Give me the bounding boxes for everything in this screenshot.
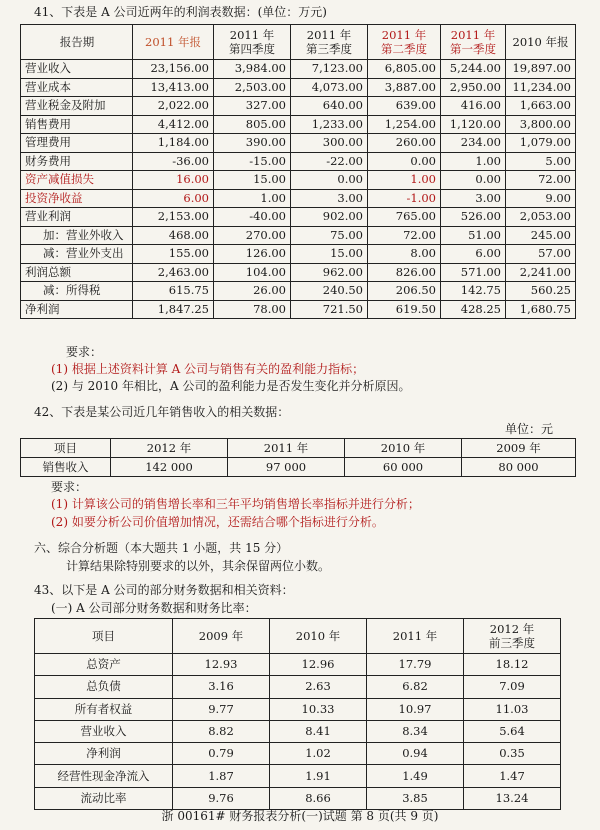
q41-value-cell: 3.00	[291, 189, 368, 208]
q41-value-cell: 8.00	[368, 245, 441, 264]
q41-value-cell: 6.00	[133, 189, 214, 208]
q41-value-cell: 902.00	[291, 208, 368, 227]
q42-requirement-2: (2) 如要分析公司价值增加情况，还需结合哪个指标进行分析。	[51, 515, 384, 529]
q41-value-cell: 51.00	[441, 226, 506, 245]
q43-row-label: 净利润	[35, 743, 173, 765]
q41-row-label: 利润总额	[21, 263, 133, 282]
q41-header-cell: 报告期	[21, 25, 133, 60]
q41-value-cell: 3,800.00	[506, 115, 576, 134]
q43-table-row	[35, 720, 561, 742]
q41-value-cell: 619.50	[368, 300, 441, 319]
q41-value-cell: 234.00	[441, 134, 506, 153]
q43-value-cell: 6.82	[367, 676, 464, 698]
q41-value-cell: -36.00	[133, 152, 214, 171]
q41-value-cell: 16.00	[133, 171, 214, 190]
q43-value-cell: 3.16	[173, 676, 270, 698]
q43-value-cell: 1.87	[173, 765, 270, 787]
q41-value-cell: 327.00	[214, 97, 291, 116]
q41-value-cell: 57.00	[506, 245, 576, 264]
q43-value-cell: 0.35	[464, 743, 561, 765]
q41-table-row	[21, 263, 576, 282]
q43-table-row	[35, 676, 561, 698]
q41-value-cell: 1.00	[214, 189, 291, 208]
q43-value-cell: 10.97	[367, 698, 464, 720]
q43-value-cell: 8.66	[270, 787, 367, 809]
q41-header-cell: 2011 年 第三季度	[291, 25, 368, 60]
q41-value-cell: 245.00	[506, 226, 576, 245]
q41-table-row	[21, 115, 576, 134]
q41-table-row	[21, 152, 576, 171]
q41-table-row	[21, 300, 576, 319]
q42-value-cell: 97 000	[228, 458, 345, 477]
q41-value-cell: 11,234.00	[506, 78, 576, 97]
q43-table-row	[35, 787, 561, 809]
q41-header-cell: 2011 年 第二季度	[368, 25, 441, 60]
q41-value-cell: 6.00	[441, 245, 506, 264]
section-6-note: 计算结果除特别要求的以外，其余保留两位小数。	[66, 559, 331, 573]
q43-value-cell: 18.12	[464, 654, 561, 676]
q43-row-label: 营业收入	[35, 720, 173, 742]
q41-table-row	[21, 245, 576, 264]
q42-header-cell: 2009 年	[462, 439, 576, 458]
q41-value-cell: 1,120.00	[441, 115, 506, 134]
q41-row-label: 营业成本	[21, 78, 133, 97]
q41-value-cell: 390.00	[214, 134, 291, 153]
q41-requirement-1: (1) 根据上述资料计算 A 公司与销售有关的盈利能力指标；	[51, 362, 365, 376]
q41-value-cell: 15.00	[214, 171, 291, 190]
q42-title: 42、下表是某公司近几年销售收入的相关数据：	[34, 405, 290, 419]
q41-value-cell: -1.00	[368, 189, 441, 208]
q42-header-cell: 2010 年	[345, 439, 462, 458]
q41-table-row	[21, 208, 576, 227]
q41-value-cell: 155.00	[133, 245, 214, 264]
q41-value-cell: 805.00	[214, 115, 291, 134]
q43-row-label: 流动比率	[35, 787, 173, 809]
q43-subtitle: (一) A 公司部分财务数据和财务比率：	[51, 601, 257, 615]
q41-value-cell: 1,254.00	[368, 115, 441, 134]
q41-value-cell: 765.00	[368, 208, 441, 227]
q41-value-cell: 639.00	[368, 97, 441, 116]
q41-table-row	[21, 97, 576, 116]
q41-value-cell: -15.00	[214, 152, 291, 171]
q41-value-cell: 826.00	[368, 263, 441, 282]
q41-value-cell: 1,184.00	[133, 134, 214, 153]
q42-header-cell: 2012 年	[111, 439, 228, 458]
q41-row-label: 投资净收益	[21, 189, 133, 208]
q42-unit: 单位：元	[505, 422, 554, 436]
q41-value-cell: 468.00	[133, 226, 214, 245]
q41-value-cell: 0.00	[368, 152, 441, 171]
q41-requirement-2: (2) 与 2010 年相比，A 公司的盈利能力是否发生变化并分析原因。	[51, 379, 411, 393]
q43-value-cell: 8.82	[173, 720, 270, 742]
q41-value-cell: 1,847.25	[133, 300, 214, 319]
q41-value-cell: 6,805.00	[368, 60, 441, 79]
q41-value-cell: 0.00	[441, 171, 506, 190]
page-footer: 浙 00161# 财务报表分析(一)试题 第 8 页(共 9 页)	[161, 809, 439, 823]
q41-row-label: 管理费用	[21, 134, 133, 153]
q41-value-cell: 72.00	[368, 226, 441, 245]
q41-value-cell: 1,663.00	[506, 97, 576, 116]
q41-requirements-label: 要求：	[66, 345, 103, 359]
q41-row-label: 减：营业外支出	[21, 245, 133, 264]
q41-row-label: 加：营业外收入	[21, 226, 133, 245]
q43-value-cell: 8.34	[367, 720, 464, 742]
q41-value-cell: 240.50	[291, 282, 368, 301]
q41-value-cell: 3,887.00	[368, 78, 441, 97]
q43-value-cell: 17.79	[367, 654, 464, 676]
q41-value-cell: 0.00	[291, 171, 368, 190]
q41-value-cell: 615.75	[133, 282, 214, 301]
q43-value-cell: 2.63	[270, 676, 367, 698]
q41-value-cell: 2,503.00	[214, 78, 291, 97]
q41-value-cell: 1.00	[441, 152, 506, 171]
q42-sales-table	[20, 438, 576, 477]
q43-value-cell: 1.91	[270, 765, 367, 787]
q42-table-row	[21, 458, 576, 477]
q42-header-cell: 项目	[21, 439, 111, 458]
q43-value-cell: 0.94	[367, 743, 464, 765]
q41-header-cell: 2011 年报	[133, 25, 214, 60]
q43-table-row	[35, 654, 561, 676]
q43-header-cell: 2011 年	[367, 619, 464, 654]
q43-table-row	[35, 698, 561, 720]
q41-value-cell: 1,079.00	[506, 134, 576, 153]
q41-value-cell: 26.00	[214, 282, 291, 301]
q43-value-cell: 12.96	[270, 654, 367, 676]
q41-row-label: 销售费用	[21, 115, 133, 134]
q41-value-cell: 1,680.75	[506, 300, 576, 319]
q43-value-cell: 0.79	[173, 743, 270, 765]
q42-requirement-1: (1) 计算该公司的销售增长率和三年平均销售增长率指标并进行分析；	[51, 497, 420, 511]
q41-value-cell: -40.00	[214, 208, 291, 227]
q41-row-label: 减：所得税	[21, 282, 133, 301]
q41-value-cell: 75.00	[291, 226, 368, 245]
q43-table-row	[35, 765, 561, 787]
q41-value-cell: 270.00	[214, 226, 291, 245]
q43-value-cell: 10.33	[270, 698, 367, 720]
q41-value-cell: 78.00	[214, 300, 291, 319]
q41-table-row	[21, 282, 576, 301]
q41-value-cell: 5,244.00	[441, 60, 506, 79]
q41-value-cell: 571.00	[441, 263, 506, 282]
q43-value-cell: 3.85	[367, 787, 464, 809]
q41-table-row	[21, 171, 576, 190]
q41-value-cell: 1,233.00	[291, 115, 368, 134]
q41-value-cell: 4,073.00	[291, 78, 368, 97]
q41-value-cell: 104.00	[214, 263, 291, 282]
q43-value-cell: 1.02	[270, 743, 367, 765]
q43-value-cell: 8.41	[270, 720, 367, 742]
q43-value-cell: 1.49	[367, 765, 464, 787]
q42-value-cell: 80 000	[462, 458, 576, 477]
q41-value-cell: 2,241.00	[506, 263, 576, 282]
q41-value-cell: 640.00	[291, 97, 368, 116]
q41-value-cell: 2,950.00	[441, 78, 506, 97]
q43-value-cell: 9.77	[173, 698, 270, 720]
q41-table-row	[21, 78, 576, 97]
q42-header-cell: 2011 年	[228, 439, 345, 458]
q41-table-row	[21, 189, 576, 208]
q43-value-cell: 5.64	[464, 720, 561, 742]
q41-value-cell: 721.50	[291, 300, 368, 319]
q42-value-cell: 142 000	[111, 458, 228, 477]
q41-value-cell: 15.00	[291, 245, 368, 264]
q41-value-cell: 260.00	[368, 134, 441, 153]
q43-row-label: 所有者权益	[35, 698, 173, 720]
q41-value-cell: 428.25	[441, 300, 506, 319]
q43-value-cell: 12.93	[173, 654, 270, 676]
q41-value-cell: 13,413.00	[133, 78, 214, 97]
q41-value-cell: 19,897.00	[506, 60, 576, 79]
q43-table-row	[35, 743, 561, 765]
q41-title: 41、下表是 A 公司近两年的利润表数据：(单位：万元)	[34, 5, 327, 19]
q41-value-cell: 72.00	[506, 171, 576, 190]
q41-row-label: 营业收入	[21, 60, 133, 79]
q42-header-row	[21, 439, 576, 458]
q43-header-cell: 项目	[35, 619, 173, 654]
q41-value-cell: 962.00	[291, 263, 368, 282]
q43-header-row	[35, 619, 561, 654]
q41-value-cell: 126.00	[214, 245, 291, 264]
q41-row-label: 净利润	[21, 300, 133, 319]
q43-row-label: 经营性现金净流入	[35, 765, 173, 787]
q41-value-cell: 7,123.00	[291, 60, 368, 79]
q41-header-row	[21, 25, 576, 60]
q41-value-cell: 560.25	[506, 282, 576, 301]
q41-value-cell: 206.50	[368, 282, 441, 301]
q41-value-cell: 416.00	[441, 97, 506, 116]
q41-value-cell: 300.00	[291, 134, 368, 153]
q41-value-cell: 2,153.00	[133, 208, 214, 227]
q43-value-cell: 1.47	[464, 765, 561, 787]
q41-value-cell: 526.00	[441, 208, 506, 227]
q41-value-cell: 142.75	[441, 282, 506, 301]
q43-row-label: 总资产	[35, 654, 173, 676]
q41-value-cell: 2,022.00	[133, 97, 214, 116]
q42-value-cell: 60 000	[345, 458, 462, 477]
q43-value-cell: 7.09	[464, 676, 561, 698]
q41-table-row	[21, 226, 576, 245]
q42-row-label: 销售收入	[21, 458, 111, 477]
q41-row-label: 资产减值损失	[21, 171, 133, 190]
q41-value-cell: 3,984.00	[214, 60, 291, 79]
q41-value-cell: 23,156.00	[133, 60, 214, 79]
q41-value-cell: 3.00	[441, 189, 506, 208]
q41-header-cell: 2011 年 第四季度	[214, 25, 291, 60]
q43-header-cell: 2012 年 前三季度	[464, 619, 561, 654]
q43-value-cell: 11.03	[464, 698, 561, 720]
q41-row-label: 营业利润	[21, 208, 133, 227]
q41-table-row	[21, 134, 576, 153]
q41-income-table	[20, 24, 576, 319]
q41-value-cell: 9.00	[506, 189, 576, 208]
q41-row-label: 营业税金及附加	[21, 97, 133, 116]
q41-value-cell: -22.00	[291, 152, 368, 171]
q41-value-cell: 4,412.00	[133, 115, 214, 134]
q43-header-cell: 2009 年	[173, 619, 270, 654]
q41-value-cell: 1.00	[368, 171, 441, 190]
q43-financial-table	[34, 618, 561, 810]
q41-value-cell: 2,053.00	[506, 208, 576, 227]
q43-value-cell: 9.76	[173, 787, 270, 809]
q41-row-label: 财务费用	[21, 152, 133, 171]
q41-header-cell: 2010 年报	[506, 25, 576, 60]
q41-value-cell: 5.00	[506, 152, 576, 171]
q41-header-cell: 2011 年 第一季度	[441, 25, 506, 60]
q43-header-cell: 2010 年	[270, 619, 367, 654]
q43-title: 43、以下是 A 公司的部分财务数据和相关资料：	[34, 583, 294, 597]
q43-row-label: 总负债	[35, 676, 173, 698]
q41-table-row	[21, 60, 576, 79]
q41-value-cell: 2,463.00	[133, 263, 214, 282]
q42-requirements-label: 要求：	[51, 480, 88, 494]
q43-value-cell: 13.24	[464, 787, 561, 809]
section-6-title: 六、综合分析题（本大题共 1 小题，共 15 分）	[34, 541, 289, 555]
